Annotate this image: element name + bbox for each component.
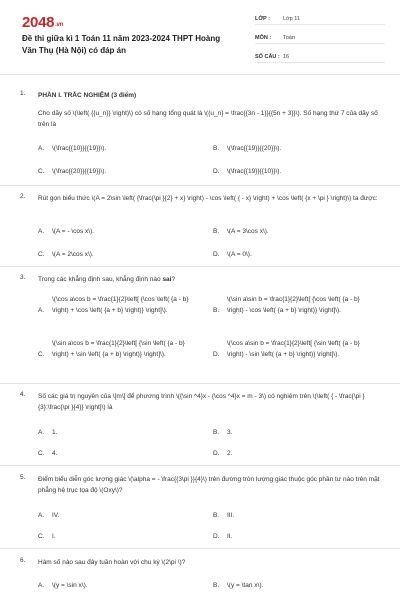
- option-letter: C.: [38, 450, 45, 457]
- option-text: \(\sin a\sin b = \frac{1}{2}\left[ {\cos \left( {a - b} \right) - \cos \left( {a + b} \right)} \right]\).: [227, 296, 360, 314]
- option-text: \(\sin a\cos b = \frac{1}{2}\left[ {\sin \left( {a - b} \right) + \sin \left( {a + b} \right)} \right]\).: [52, 340, 185, 358]
- question-number: 6.: [20, 557, 26, 564]
- option-text: II.: [227, 533, 233, 540]
- option-text: \(y = \sin x\).: [52, 582, 88, 589]
- option-letter: B.: [213, 512, 220, 519]
- option-letter: D.: [213, 168, 220, 175]
- option-text: III.: [227, 512, 235, 519]
- option-text: \(\cos a\sin b = \frac{1}{2}\left[ {\sin \left( {a - b} \right) - \sin \left( {a + b} \right)} \right]\).: [227, 340, 360, 358]
- option-text: \(\frac{{19}}{{20}}\).: [227, 145, 282, 152]
- option-letter: D.: [213, 251, 220, 258]
- meta-value: Toán: [283, 34, 295, 41]
- option-letter: A.: [38, 145, 45, 152]
- question-text: Rút gọn biểu thức \(A = 2\sin \left( {\frac{\pi }{2} + x} \right) - \cos \left( { - x} \right) + \cos \left( {x + \pi } \right)\) ta được:: [38, 195, 378, 202]
- option-letter: C.: [38, 533, 45, 540]
- question-text: Số các giá trị nguyên của \[m\] để phương trình \({\sin ^4}x - {\cos ^4}x = m - 3\) có nghiệm trên \(\left( { - \frac{\pi }{3};\frac{\pi }{4}} \right]\) là: [38, 393, 365, 411]
- meta-key: LỚP :: [255, 15, 270, 22]
- option-text: \(A = 0\).: [227, 251, 252, 258]
- option-letter: D.: [213, 450, 220, 457]
- option-text: 2.: [227, 450, 233, 457]
- option-text: \(y = \tan x\).: [227, 582, 264, 589]
- meta-row-subject: [255, 32, 385, 44]
- option-letter: B.: [213, 145, 220, 152]
- header: [0, 0, 400, 66]
- divider: [0, 74, 400, 75]
- question-number: 3.: [20, 274, 26, 281]
- option-letter: A.: [38, 228, 45, 235]
- option-letter: A.: [38, 307, 45, 314]
- option-text: I.: [52, 533, 56, 540]
- meta-value: Lớp 11: [283, 15, 300, 22]
- option-text: 4.: [52, 450, 58, 457]
- option-letter: A.: [38, 429, 45, 436]
- option-text: \(A = - \cos x\).: [52, 228, 95, 235]
- question-number: 1.: [20, 90, 26, 97]
- site-logo[interactable]: [22, 14, 63, 31]
- option-text: \(A = 3\cos x\).: [227, 228, 269, 235]
- question-text: Hàm số nào sau đây tuần hoàn với chu kỳ \(2\pi \)?: [38, 559, 186, 566]
- question-number: 2.: [20, 193, 26, 200]
- option-letter: B.: [213, 429, 220, 436]
- option-text: \(A = 2\cos x\).: [52, 251, 94, 258]
- question-text-part: Trong các khẳng định sau, khẳng định nào: [38, 276, 163, 283]
- option-letter: D.: [213, 533, 220, 540]
- option-text: \(\frac{{20}}{{19}}\).: [52, 168, 107, 175]
- question-text: Điểm biểu diễn góc lượng giác \(\alpha = - \frac{{3\pi }}{4}\) trên đường tròn lượng giác thuộc góc phần tư nào trên mặt phẳng hệ trục tọa độ \(Oxy\)?: [38, 476, 380, 494]
- option-text: \(\frac{{10}}{{19}}\).: [52, 145, 107, 152]
- meta-row-count: [255, 51, 385, 63]
- option-letter: C.: [38, 251, 45, 258]
- option-letter: B.: [213, 307, 220, 314]
- divider: [0, 185, 400, 186]
- divider: [0, 266, 400, 267]
- meta-row-class: [255, 13, 385, 25]
- option-letter: B.: [213, 582, 220, 589]
- option-letter: A.: [38, 582, 45, 589]
- meta-key: SỐ CÂU :: [255, 53, 280, 60]
- logo-suffix: .vn: [55, 22, 63, 28]
- question-number: 5.: [20, 474, 26, 481]
- question-number: 4.: [20, 391, 26, 398]
- document-title: Đề thi giữa kì 1 Toán 11 năm 2023-2024 THPT Hoàng Văn Thụ (Hà Nội) có đáp án: [22, 34, 221, 55]
- question-text-part: ?: [171, 276, 176, 283]
- logo-text: 2048: [22, 14, 55, 31]
- option-text: \(\frac{{19}}{{10}}\).: [227, 168, 282, 175]
- option-letter: C.: [38, 351, 45, 358]
- option-text: \(\cos a\cos b = \frac{1}{2}\left[ {\cos \left( {a - b} \right) + \cos \left( {a + b} \right)} \right]\).: [52, 296, 189, 314]
- option-text: 1.: [52, 429, 58, 436]
- option-letter: D.: [213, 351, 220, 358]
- divider: [0, 548, 400, 549]
- meta-value: 16: [283, 53, 290, 60]
- option-letter: C.: [38, 168, 45, 175]
- option-text: IV.: [52, 512, 60, 519]
- divider: [0, 465, 400, 466]
- meta-table: [255, 13, 385, 70]
- question-text: Cho dãy số \(\left( {{u_n}} \right)\) có số hạng tổng quát là \({u_n} = \frac{{3n - 1}}{{5n + 3}}\). Số hạng thứ 7 của dãy số trên là: [38, 110, 378, 128]
- meta-key: MÔN :: [255, 34, 272, 41]
- option-text: 3.: [227, 429, 233, 436]
- option-letter: B.: [213, 228, 220, 235]
- divider: [0, 383, 400, 384]
- question-emphasis: sai: [162, 276, 172, 283]
- question-text: [38, 274, 383, 285]
- option-letter: A.: [38, 512, 45, 519]
- part-title: PHẦN I. TRẮC NGHIỆM (3 điểm): [38, 92, 137, 99]
